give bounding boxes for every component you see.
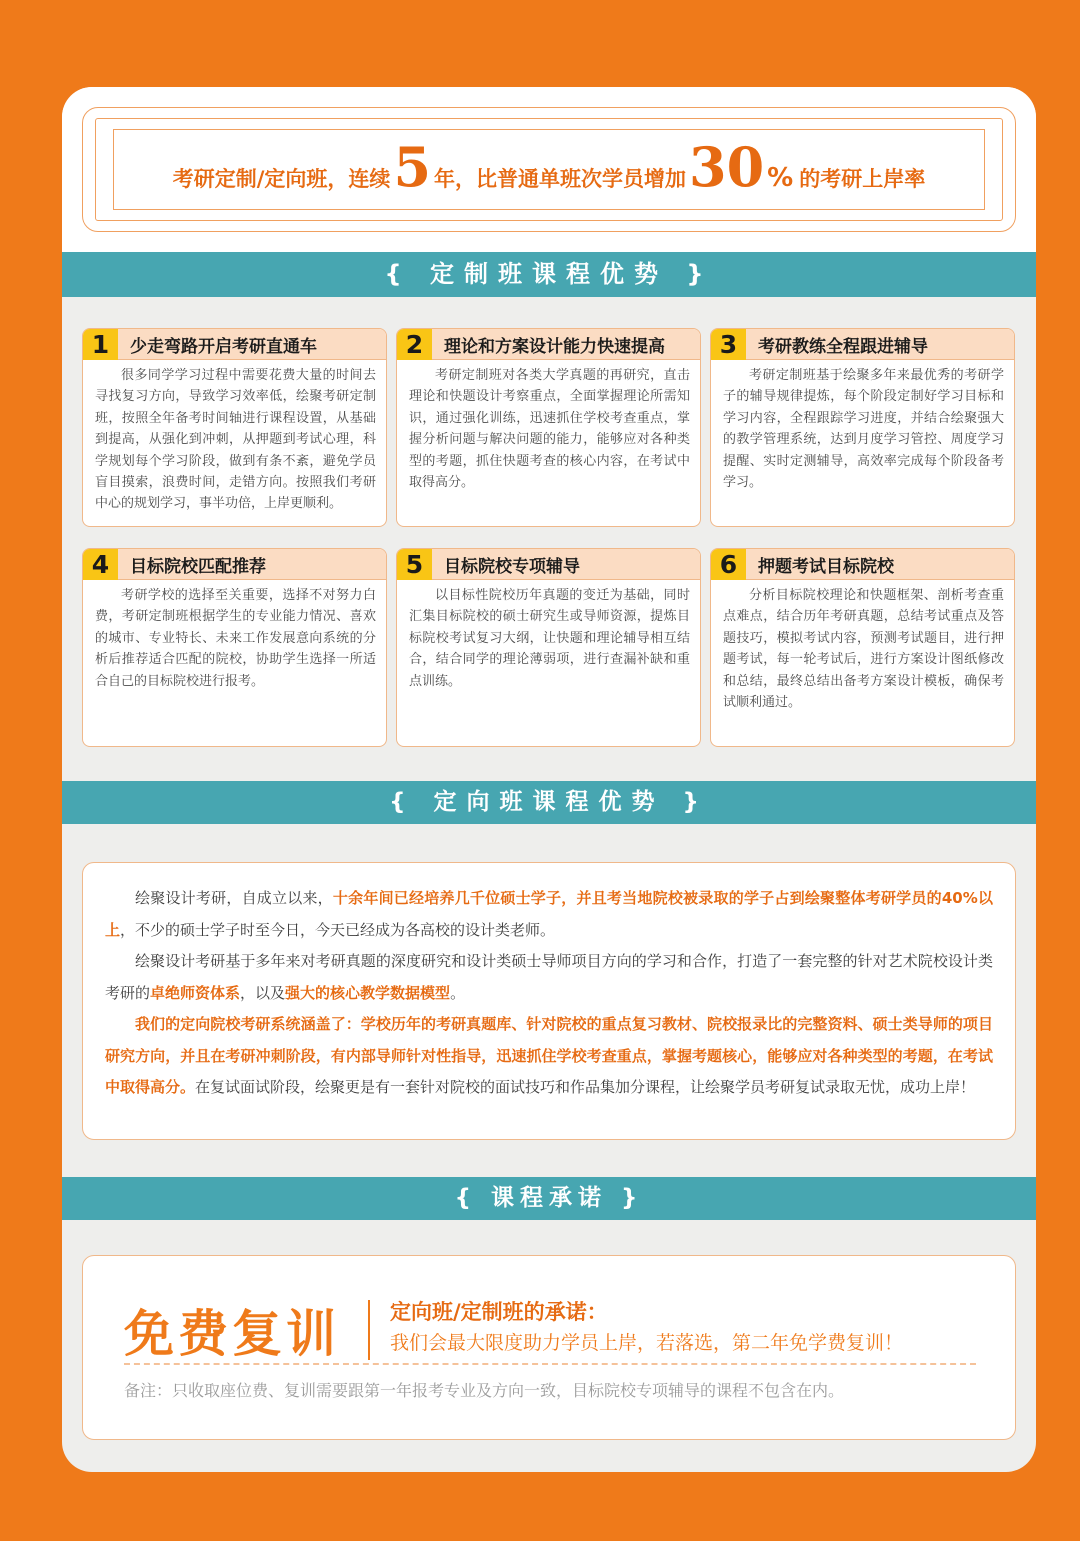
free-retraining-heading: 免费复训 [124, 1305, 340, 1363]
feature-number: 4 [83, 549, 118, 580]
promise-note: 备注：只收取座位费、复训需要跟第一年报考专业及方向一致，目标院校专项辅导的课程不包含在内。 [124, 1381, 845, 1400]
feature-title: 目标院校专项辅导 [444, 556, 580, 577]
text-run: ，以及 [240, 983, 286, 1002]
headline [172, 134, 926, 199]
feature-card-2 [396, 328, 701, 527]
headline-area [62, 87, 1036, 252]
text-run: 。 [450, 983, 466, 1002]
headline-part2: 年，比普通单班次学员增加 [434, 166, 687, 191]
directional-paragraph-2 [105, 946, 993, 1009]
feature-header [711, 329, 1014, 360]
dashed-divider [124, 1363, 976, 1365]
highlight-text: 卓绝师资体系 [150, 983, 241, 1002]
text-run: 绘聚设计考研，自成立以来， [135, 889, 333, 907]
section-title-directional: { 定向班课程优势 } [62, 781, 1036, 824]
feature-card-5 [396, 548, 701, 747]
directional-advantages [82, 862, 1016, 1140]
feature-card-1 [82, 328, 387, 527]
feature-number: 3 [711, 329, 746, 360]
feature-body: 考研定制班基于绘聚多年来最优秀的考研学子的辅导规律提炼，每个阶段定制好学习目标和学习内容，全程跟踪学习进度，并结合绘聚强大的教学管理系统，达到月度学习管控、周度学习提醒、实时定测辅导，高效率完成每个阶段备考学习。 [723, 368, 1004, 491]
feature-card-4 [82, 548, 387, 747]
text-run: 在复试面试阶段，绘聚更是有一套针对院校的面试技巧和作品集加分课程，让绘聚学员考研复试录取无忧，成功上岸！ [195, 1078, 976, 1096]
feature-title: 少走弯路开启考研直通车 [130, 336, 317, 357]
directional-paragraph-1 [105, 883, 993, 946]
promise-text: 我们会最大限度助力学员上岸，若落选，第二年免学费复训！ [390, 1332, 904, 1354]
headline-percent: 30 [689, 134, 765, 199]
text-run: ，不少的硕士学子时至今日，今天已经成为各高校的设计类老师。 [120, 920, 556, 939]
section-title-custom: { 定制班课程优势 } [62, 252, 1036, 297]
headline-frame [82, 107, 1016, 232]
feature-card-3 [710, 328, 1015, 527]
content-card [62, 87, 1036, 1472]
feature-body: 考研学校的选择至关重要，选择不对努力白费，考研定制班根据学生的专业能力情况、喜欢的城市、专业特长、未来工作发展意向系统的分析后推荐适合匹配的院校，协助学生选择一所适合自己的目标院校进行报考。 [95, 588, 376, 689]
feature-number: 2 [397, 329, 432, 360]
headline-frame-inner [113, 129, 985, 210]
feature-card-6 [710, 548, 1015, 747]
promise-box [82, 1255, 1016, 1440]
feature-title: 考研教练全程跟进辅导 [758, 336, 928, 357]
feature-body: 以目标性院校历年真题的变迁为基础，同时汇集目标院校的硕士研究生或导师资源，提炼目标院校考试复习大纲，让快题和理论辅导相互结合，结合同学的理论薄弱项，进行查漏补缺和重点训练。 [409, 588, 690, 689]
highlight-text: 十余年间已经培养几千位硕士学子，并且考当地院校被录取的学子占到绘聚整体考研学员的40%以上 [105, 889, 993, 939]
feature-body: 分析目标院校理论和快题框架、剖析考查重点难点，结合历年考研真题，总结考试重点及答题技巧，模拟考试内容，预测考试题目，进行押题考试，每一轮考试后，进行方案设计图纸修改和总结，最终总结出备考方案设计模板，确保考试顺利通过。 [723, 588, 1004, 711]
headline-part3: 的考研上岸率 [799, 166, 926, 191]
feature-number: 6 [711, 549, 746, 580]
directional-paragraph-3 [105, 1009, 993, 1104]
feature-title: 理论和方案设计能力快速提高 [444, 336, 665, 357]
promise-title: 定向班/定制班的承诺： [390, 1300, 608, 1324]
vertical-divider [368, 1300, 370, 1360]
feature-header [711, 549, 1014, 580]
headline-part1: 考研定制/定向班，连续 [172, 166, 391, 191]
feature-number: 1 [83, 329, 118, 360]
feature-number: 5 [397, 549, 432, 580]
headline-years: 5 [393, 134, 432, 199]
feature-header [83, 549, 386, 580]
feature-title: 押题考试目标院校 [758, 556, 894, 577]
feature-header [397, 329, 700, 360]
headline-percent-sign: % [767, 162, 794, 193]
section-title-promise: { 课程承诺 } [62, 1177, 1036, 1220]
feature-body: 很多同学学习过程中需要花费大量的时间去寻找复习方向，导致学习效率低，绘聚考研定制班，按照全年备考时间轴进行课程设置，从基础到提高，从强化到冲刺，从押题到考试心理，科学规划每个学习阶段，做到有条不紊，避免学员盲目摸索，浪费时间，走错方向。按照我们考研中心的规划学习，事半功倍，上岸更顺利。 [95, 368, 376, 512]
feature-title: 目标院校匹配推荐 [130, 556, 266, 577]
feature-body: 考研定制班对各类大学真题的再研究，直击理论和快题设计考察重点，全面掌握理论所需知识，通过强化训练，迅速抓住学校考查重点，掌握分析问题与解决问题的能力，能够应对各种类型的考题，抓住快题考查的核心内容，在考试中取得高分。 [409, 368, 690, 491]
feature-header [397, 549, 700, 580]
feature-header [83, 329, 386, 360]
highlight-text: 强大的核心教学数据模型 [285, 983, 451, 1002]
highlight-text: 我们的定向院校考研系统涵盖了：学校历年的考研真题库、针对院校的重点复习教材、院校报录比的完整资料、硕士类导师的项目研究方向，并且在考研冲刺阶段，有内部导师针对性指导，迅速抓住学校考查重点，掌握考题核心，能够应对各种类型的考题，在考试中取得高分。 [105, 1015, 993, 1096]
text-run: 绘聚设计考研基于多年来对考研真题的深度研究和设计类硕士导师项目方向的学习和合作，打造了一套完整的针对艺术院校设计类考研的 [105, 952, 993, 1002]
